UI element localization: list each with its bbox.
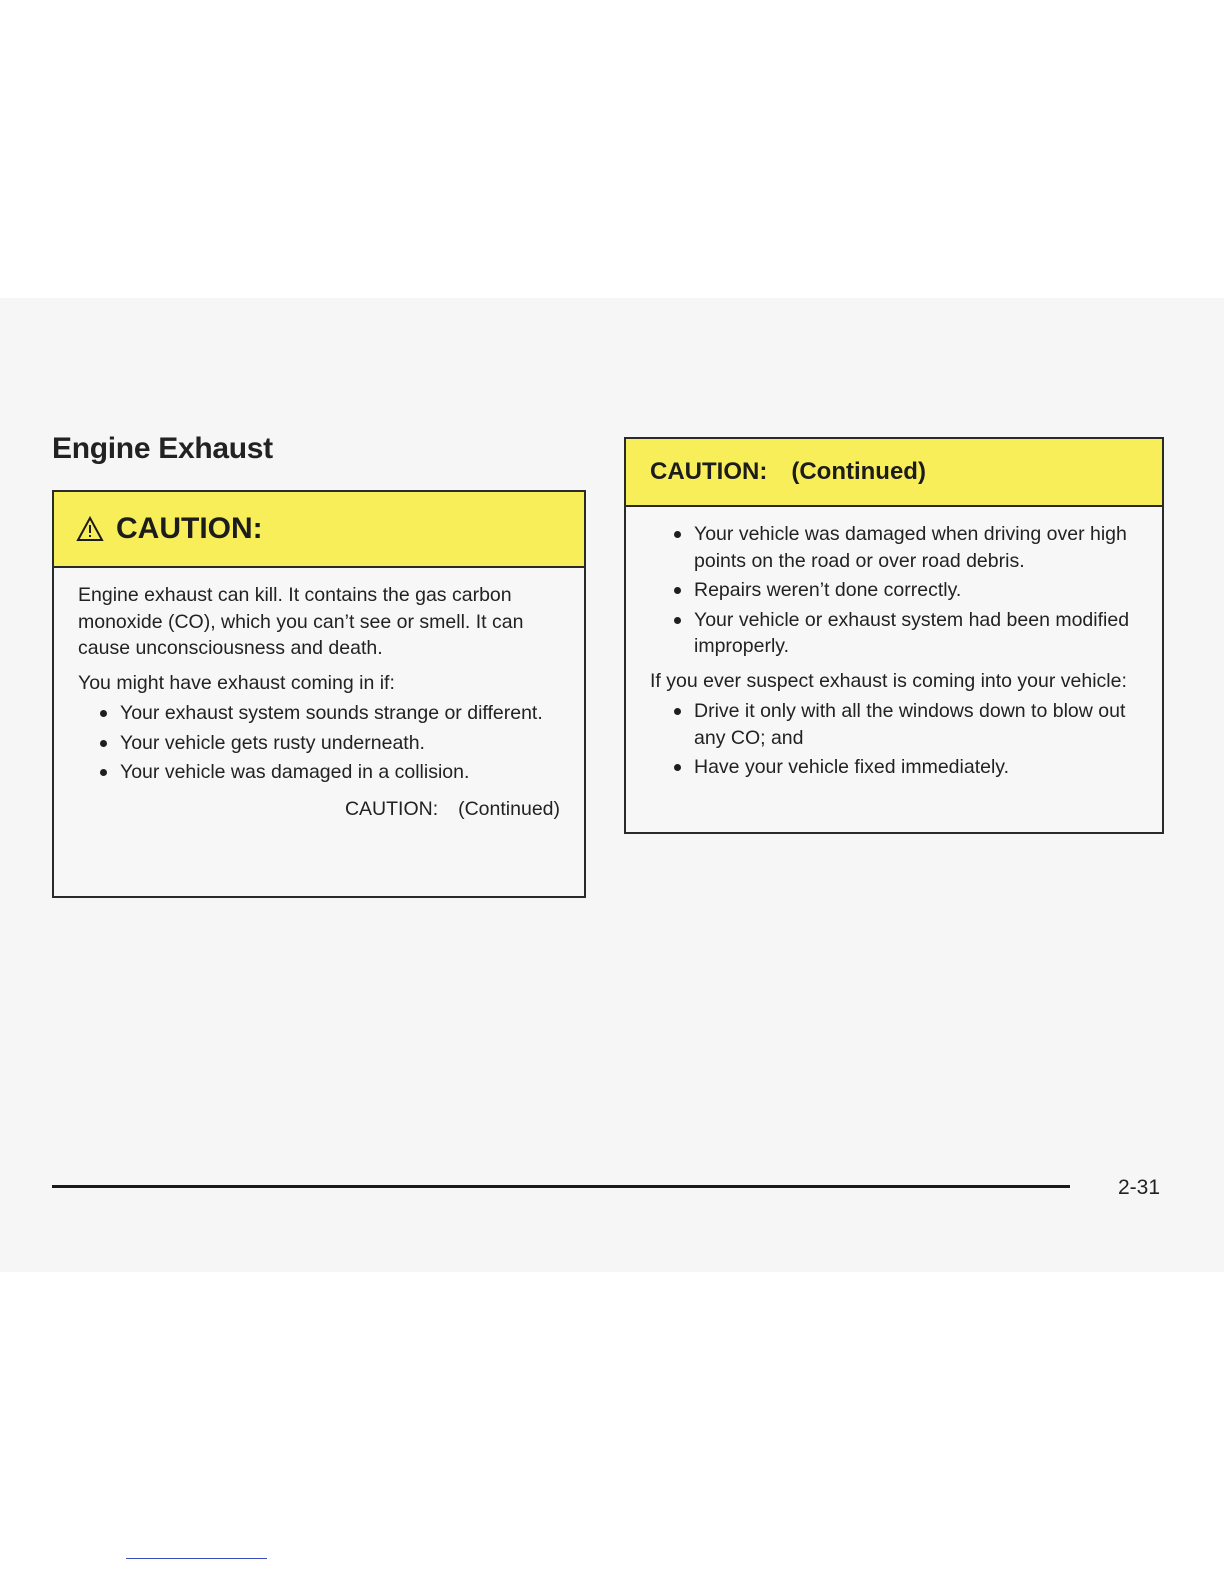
page-number: 2-31 [1118,1176,1161,1199]
caution-box-right [624,437,1164,834]
caution-intro: You might have exhaust coming in if: [78,671,395,694]
list-item: Have your vehicle fixed immediately. [650,754,1132,781]
caution-header [54,492,584,568]
continued-note [78,796,562,823]
footer-rule [52,1185,1070,1188]
caution-bullet-list-2 [650,698,1132,781]
caution-paragraph: Engine exhaust can kill. It contains the gas carbon monoxide (CO), which you can’t see or smell. It can cause unconsciousness and death. [78,584,524,659]
section-title: Engine Exhaust [52,432,273,465]
warning-triangle-icon [76,516,104,542]
caution-body [626,507,1162,781]
list-item: Your exhaust system sounds strange or different. [78,700,562,727]
caution-box-left [52,490,586,898]
list-item: Your vehicle was damaged in a collision. [78,759,562,786]
caution-body [54,568,584,822]
caution-bullet-list [78,700,562,786]
list-item: Your vehicle was damaged when driving over high points on the road or over road debris. [650,521,1132,574]
caution-continued-header [626,439,1162,507]
caution-bullet-list [650,521,1132,660]
caution-header-label: CAUTION: [116,512,263,545]
continued-suffix: (Continued) [458,797,560,820]
manual-page [0,298,1224,1272]
caution-header-suffix: (Continued) [791,458,926,485]
link-underline [126,1558,267,1559]
caution-header-label: CAUTION: [650,458,768,485]
list-item: Drive it only with all the windows down to blow out any CO; and [650,698,1132,751]
continued-label: CAUTION: [344,797,439,820]
list-item: Your vehicle or exhaust system had been modified improperly. [650,607,1132,660]
list-item: Repairs weren’t done correctly. [650,577,1132,604]
list-item: Your vehicle gets rusty underneath. [78,730,562,757]
caution-paragraph: If you ever suspect exhaust is coming into your vehicle: [650,669,1127,692]
